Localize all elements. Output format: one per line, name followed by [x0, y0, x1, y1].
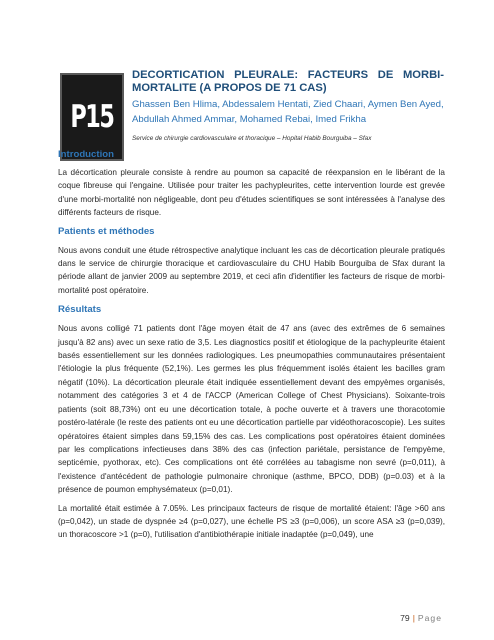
methods-paragraph: Nous avons conduit une étude rétrospective analytique incluant les cas de décortication pleurale pratiqués dans le service de chirurgie thoracique et cardiovasculaire du CHU Habib Bourguiba de Sfax durant la période allant de janvier 2009 au septembre 2019, et ceci afin d'identifier les facteurs de risque de morbi-mortalité post opératoire.: [58, 245, 445, 295]
results-paragraph-mortality: La mortalité était estimée à 7.05%. Les principaux facteurs de risque de mortalité étaient: l'âge >60 ans (p=0,042), un stade de dyspnée ≥4 (p=0,027), une échelle PS ≥3 (p=0,006), un score ASA ≥3 (p=0,039), un thoracoscore >1 (p=0), l'utilisation d'antibiothérapie initiale inadaptée (p=0,049), une: [58, 503, 445, 540]
affiliation: Service de chirurgie cardiovasculaire et thoracique – Hopital Habib Bourguiba – Sfax: [132, 135, 372, 142]
page-number: 79: [400, 613, 410, 623]
page-footer: [400, 613, 442, 623]
article-body: [58, 149, 445, 542]
article-title: DECORTICATION PLEURALE: FACTEURS DE MORBI-MORTALITE (A PROPOS DE 71 CAS): [132, 69, 444, 94]
poster-number-badge: [60, 73, 124, 161]
section-heading-introduction: Introduction: [58, 149, 114, 160]
introduction-paragraph: La décortication pleurale consiste à rendre au poumon sa capacité de réexpansion en le libérant de la coque fibreuse qui l'engaine. Utilisée pour traiter les pachypleurites, cette intervention lourde est grevée d'une morbi-mortalité non négligeable, dont peu d'études scientifiques se sont intéressées à l'analyse des différents facteurs de risque.: [58, 168, 445, 218]
poster-number: P15: [70, 99, 114, 135]
footer-separator: |: [412, 613, 415, 623]
page-label: Page: [417, 613, 442, 623]
section-heading-methods: Patients et méthodes: [58, 225, 155, 237]
section-heading-results: Résultats: [58, 304, 102, 316]
results-paragraph: Nous avons colligé 71 patients dont l'âge moyen était de 47 ans (avec des extrêmes de 6 semaines jusqu'à 82 ans) avec un sexe ratio de 3,5. Les diagnostics positif et étiologique de la pachypleurite étaient basés essentiellement sur les données radiologiques. Les pneumopathies communautaires présentaient l'étiologie la plus fréquente (52,1%). Les germes les plus fréquemment isolés étaient les bacilles gram négatif (10%). La décortication pleurale était indiquée essentiellement devant des empyèmes organisés, notamment des catégories 3 et 4 de l'ACCP (American College of Chest Physicians). Soixante-trois patients (soit 88,73%) ont eu une décortication totale, à poche ouverte et à travers une thoracotomie postéro-latérale (le reste des patients ont eu une décortication partielle par vidéothoracoscopie). Les suites opératoires étaient simples dans 59,15% des cas. Les complications post opératoires étaient dominées par les complications infectieuses dans 38% des cas (infection pariétale, persistance de l'empyème, septicémie, pyothorax, etc). Ces complications ont été corrélées au tabagisme non sevré (p=0,011), à l'existence d'antécédent de pathologie pulmonaire chronique (asthme, BPCO, DDB) (p=0.03) et à la présence de poumon emphysémateux (p=0,01).: [58, 324, 445, 495]
author-list: Ghassen Ben Hlima, Abdessalem Hentati, Zied Chaari, Aymen Ben Ayed, Abdullah Ahmed Ammar, Mohamed Rebai, Imed Frikha: [132, 99, 444, 125]
